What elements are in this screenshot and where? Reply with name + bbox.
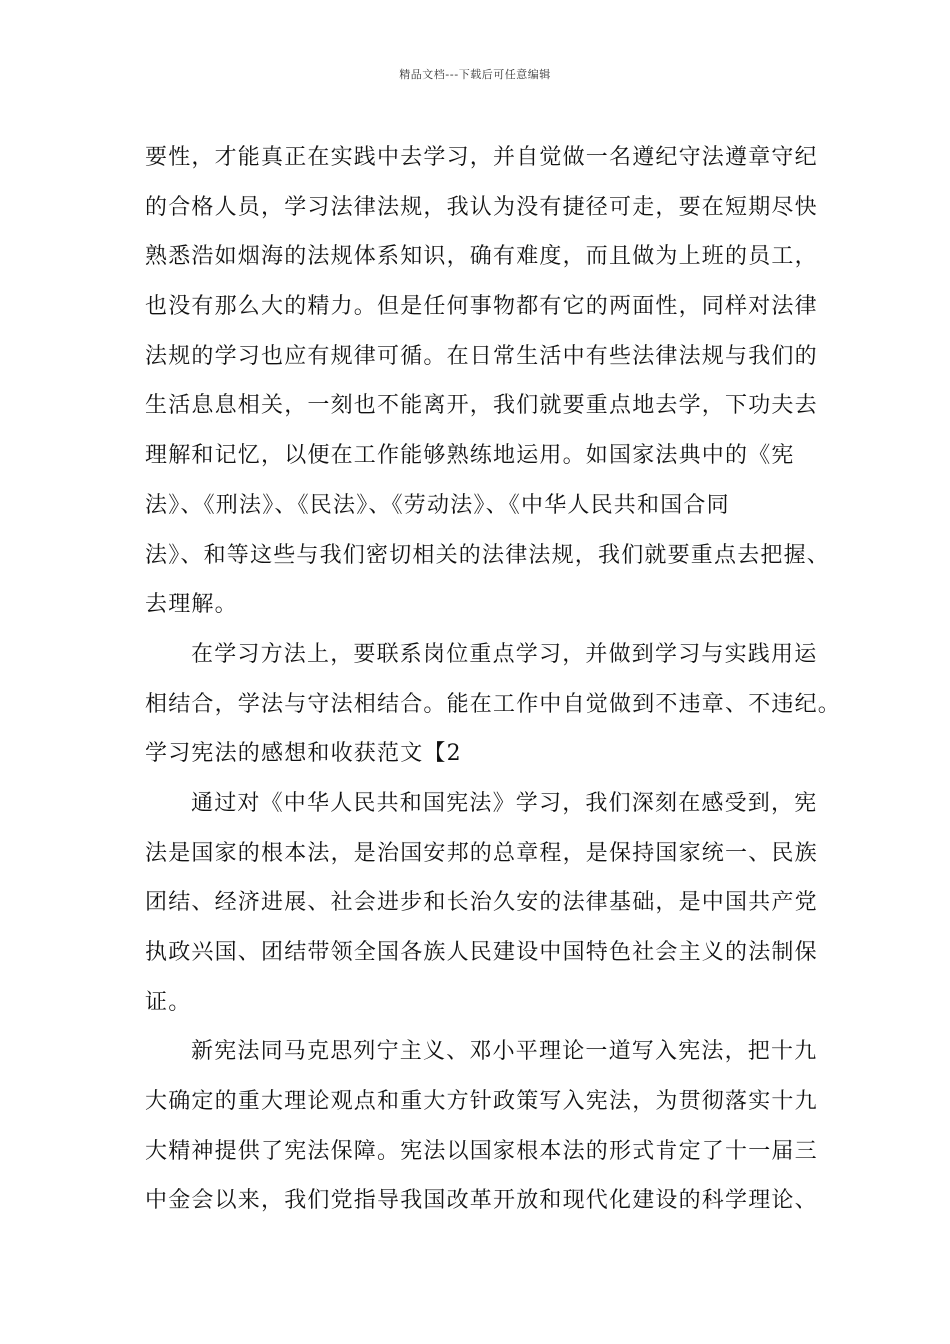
paragraph-start-line: 在学习方法上，要联系岗位重点学习，并做到学习与实践用运 xyxy=(191,641,818,667)
text-line: 生活息息相关，一刻也不能离开，我们就要重点地去学，下功夫去 xyxy=(145,393,818,419)
paragraph-start-line: 新宪法同马克思列宁主义、邓小平理论一道写入宪法，把十九 xyxy=(191,1039,818,1065)
text-line: 团结、经济进展、社会进步和长治久安的法律基础，是中国共产党 xyxy=(145,890,818,916)
text-line: 相结合，学法与守法相结合。能在工作中自觉做到不违章、不违纪。 xyxy=(145,691,842,717)
text-line: 法》、《刑法》、《民法》、《劳动法》、《中华人民共和国合同 xyxy=(145,492,730,518)
text-line: 大确定的重大理论观点和重大方针政策写入宪法，为贯彻落实十九 xyxy=(145,1089,818,1115)
text-line: 的合格人员，学习法律法规，我认为没有捷径可走，要在短期尽快 xyxy=(145,194,818,220)
page-header: 精品文档---下载后可任意编辑 xyxy=(399,68,551,81)
section-heading: 学习宪法的感想和收获范文【2 xyxy=(145,741,462,767)
text-line: 理解和记忆，以便在工作能够熟练地运用。如国家法典中的《宪 xyxy=(145,443,795,469)
text-line: 熟悉浩如烟海的法规体系知识，确有难度，而且做为上班的员工， xyxy=(145,244,818,270)
paragraph-start-line: 通过对《中华人民共和国宪法》学习，我们深刻在感受到，宪 xyxy=(191,790,818,816)
text-line: 去理解。 xyxy=(145,592,238,618)
text-line: 执政兴国、团结带领全国各族人民建设中国特色社会主义的法制保 xyxy=(145,940,818,965)
text-line: 证。 xyxy=(145,989,192,1015)
text-line: 中金会以来，我们党指导我国改革开放和现代化建设的科学理论、 xyxy=(145,1188,818,1214)
text-line: 法规的学习也应有规律可循。在日常生活中有些法律法规与我们的 xyxy=(145,343,818,369)
text-line: 也没有那么大的精力。但是任何事物都有它的两面性，同样对法律 xyxy=(145,294,818,320)
text-line: 要性，才能真正在实践中去学习，并自觉做一名遵纪守法遵章守纪 xyxy=(145,145,818,170)
text-line: 大精神提供了宪法保障。宪法以国家根本法的形式肯定了十一届三 xyxy=(145,1138,818,1164)
text-line: 法是国家的根本法，是治国安邦的总章程，是保持国家统一、民族 xyxy=(145,840,818,866)
document-body xyxy=(145,133,842,1226)
text-line: 法》、和等这些与我们密切相关的法律法规，我们就要重点去把握、 xyxy=(145,542,831,568)
